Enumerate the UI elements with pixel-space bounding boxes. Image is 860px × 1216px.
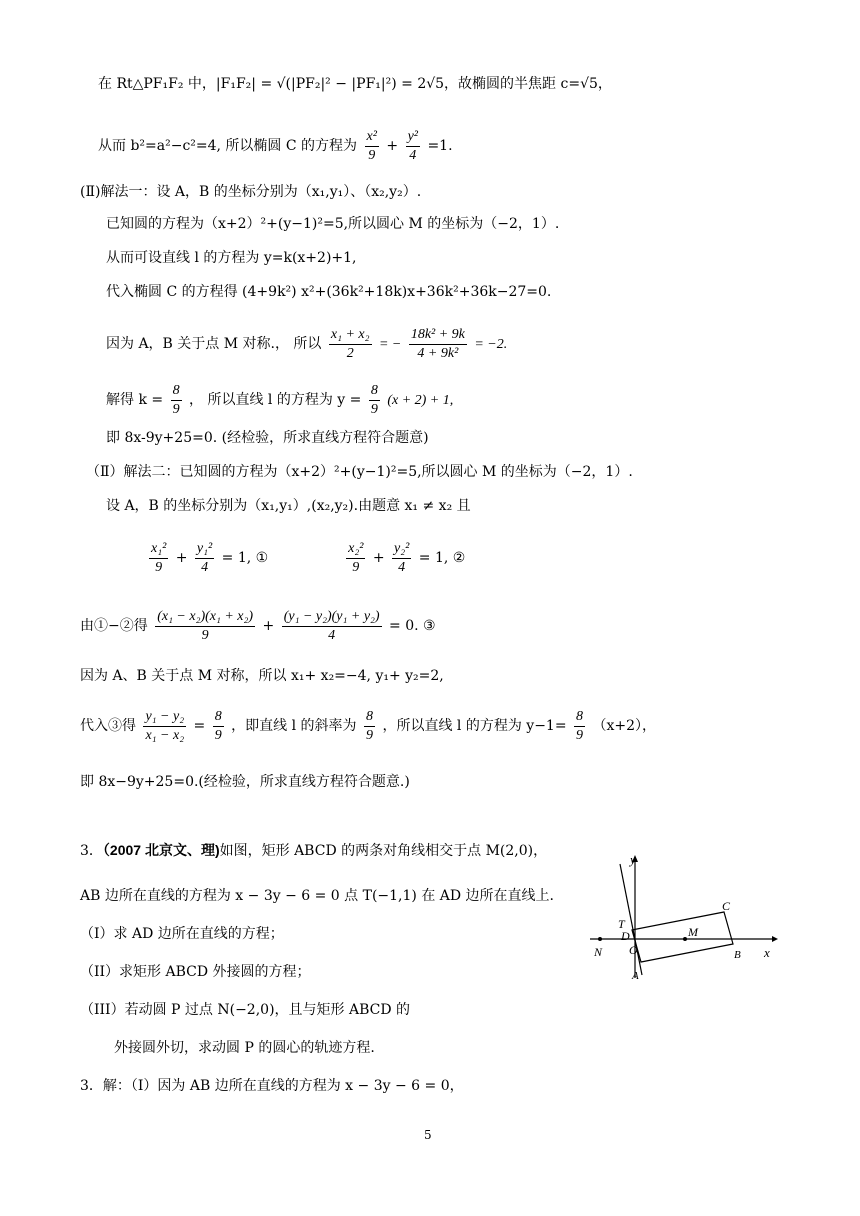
text: = (193, 718, 206, 734)
line-assume-points: 设 A，B 的坐标分别为（x₁,y₁）,(x₂,y₂).由题意 x₁ ≠ x₂ 且 (106, 498, 471, 514)
line-circle-equation: 已知圆的方程为（x+2）²+(y−1)²=5,所以圆心 M 的坐标为（−2，1）. (106, 216, 560, 232)
text: ，即直线 l 的斜率为 (231, 718, 357, 734)
problem-source: （2007 北京文、理) (102, 842, 220, 858)
text: 代入③得 (80, 718, 136, 734)
fraction: $\frac{\text{(x₁ − x₂)(x₁ + x₂)}}{9}$ (157, 608, 254, 643)
line-result-two: 即 8x−9y+25=0.(经检验，所求直线方程符合题意.) (80, 774, 410, 790)
fraction: $\frac{\text{y₂²}}{4}$ (394, 540, 410, 575)
question-two: （II）求矩形 ABCD 外接圆的方程； (80, 964, 311, 980)
fraction: $\frac{8}{9}$ (370, 382, 378, 417)
line-symmetric (106, 324, 507, 365)
line-ab-equation: AB 边所在直线的方程为 x − 3y − 6 = 0 点 T(−1,1) 在 AD 边所在直线上. (80, 888, 555, 904)
fraction: $\frac{\text{(y₁ − y₂)(y₁ + y₂)}}{4}$ (283, 608, 380, 643)
fraction: $\frac{8}{9}$ (366, 708, 373, 743)
line-substitute: 代入椭圆 C 的方程得 (4+9k²) x²+(36k²+18k)x+36k²+36k−27=0. (106, 284, 552, 300)
text: 从而 b²=a²−c²=4, 所以椭圆 C 的方程为 (98, 138, 358, 154)
question-three: （III）若动圆 P 过点 N(−2,0)，且与矩形 ABCD 的 (80, 1002, 411, 1018)
rectangle-abcd (632, 912, 733, 962)
text: ， 所以直线 l 的方程为 y = (189, 392, 362, 408)
page-number: 5 (424, 1128, 432, 1142)
fraction: $\frac{8}{9}$ (214, 708, 222, 743)
line-result-one: 即 8x-9y+25=0. (经检验，所求直线方程符合题意) (106, 430, 429, 446)
text: = −2. (474, 337, 508, 352)
fraction: $\frac{\text{y₁ − y₂}}{\text{x₁ − x₂}}$ (145, 708, 185, 743)
text: = 0. ③ (389, 618, 436, 634)
text: =1. (427, 138, 453, 154)
fraction: $\frac{\text{x₁ + x₂}}{2}$ (330, 326, 370, 361)
label-a: A (632, 970, 639, 982)
line-method-one-heading: (Ⅱ)解法一：设 A，B 的坐标分别为（x₁,y₁）、（x₂,y₂）. (80, 184, 422, 200)
fraction: $\frac{\text{18k² + 9k}}{\text{4 + 9k²}}$ (410, 326, 465, 361)
text: 因为 A，B 关于点 M 对称.， 所以 (106, 336, 322, 352)
line-problem-three (80, 840, 547, 861)
label-n: N (594, 945, 603, 959)
label-b: B (734, 949, 741, 961)
label-x: x (764, 945, 770, 960)
fraction: $\frac{\text{y₁²}}{4}$ (196, 540, 213, 575)
line-solve-k (106, 380, 453, 421)
text: = 1, ② (418, 550, 466, 566)
text: = 1, ① (221, 550, 269, 566)
label-t: T (618, 917, 625, 931)
line-slope (80, 706, 656, 746)
line-subtract (80, 606, 436, 646)
line-sum-values: 因为 A、B 关于点 M 对称，所以 x₁+ x₂=−4, y₁+ y₂=2, (80, 668, 444, 684)
fraction: $\frac{\text{x₁²}}{9}$ (151, 540, 167, 575)
line-assume-line: 从而可设直线 l 的方程为 y=k(x+2)+1, (106, 250, 357, 266)
x-axis-arrow (772, 936, 778, 942)
label-m: M (688, 925, 698, 939)
text: (x + 2) + 1, (387, 393, 454, 408)
text: + (386, 138, 399, 154)
text: + (372, 550, 385, 566)
line-method-two-heading: （Ⅱ）解法二：已知圆的方程为（x+2）²+(y−1)²=5,所以圆心 M 的坐标为（−2，1）. (86, 464, 633, 480)
fraction: $\frac{8}{9}$ (172, 382, 180, 417)
text: + (262, 618, 275, 634)
line-focal-distance: 在 Rt△PF₁F₂ 中，|F₁F₂| = √(|PF₂|² − |PF₁|²) = 2√5，故椭圆的半焦距 c=√5， (98, 76, 612, 92)
point-m (683, 937, 687, 941)
label-o: O (629, 943, 638, 957)
text: （x+2）， (592, 718, 657, 734)
text: + (175, 550, 188, 566)
solution-three: 3．解：（I）因为 AB 边所在直线的方程为 x − 3y − 6 = 0， (80, 1078, 464, 1094)
text: 解得 k = (106, 392, 164, 408)
label-c: C (722, 899, 731, 913)
line-ellipse-equation (98, 126, 453, 166)
text: 如图，矩形 ABCD 的两条对角线相交于点 M(2,0)， (219, 843, 548, 859)
fraction: $\frac{\text{x₂²}}{9}$ (348, 540, 364, 575)
text: ，所以直线 l 的方程为 y−1= (382, 718, 567, 734)
question-three-cont: 外接圆外切，求动圆 P 的圆心的轨迹方程. (114, 1040, 375, 1056)
fraction: $\frac{\text{x²}}{9}$ (366, 128, 377, 163)
point-n (598, 937, 602, 941)
question-one: （I）求 AD 边所在直线的方程； (80, 926, 284, 942)
fraction: $\frac{\text{y²}}{4}$ (407, 128, 418, 163)
label-y: y (630, 852, 636, 867)
text: 由①−②得 (80, 618, 148, 634)
text: = − (378, 337, 402, 352)
text: 3． (80, 843, 103, 859)
rectangle-figure (584, 850, 784, 982)
fraction: $\frac{8}{9}$ (576, 708, 584, 743)
line-point-equations (146, 538, 465, 578)
label-d: D (621, 929, 630, 943)
